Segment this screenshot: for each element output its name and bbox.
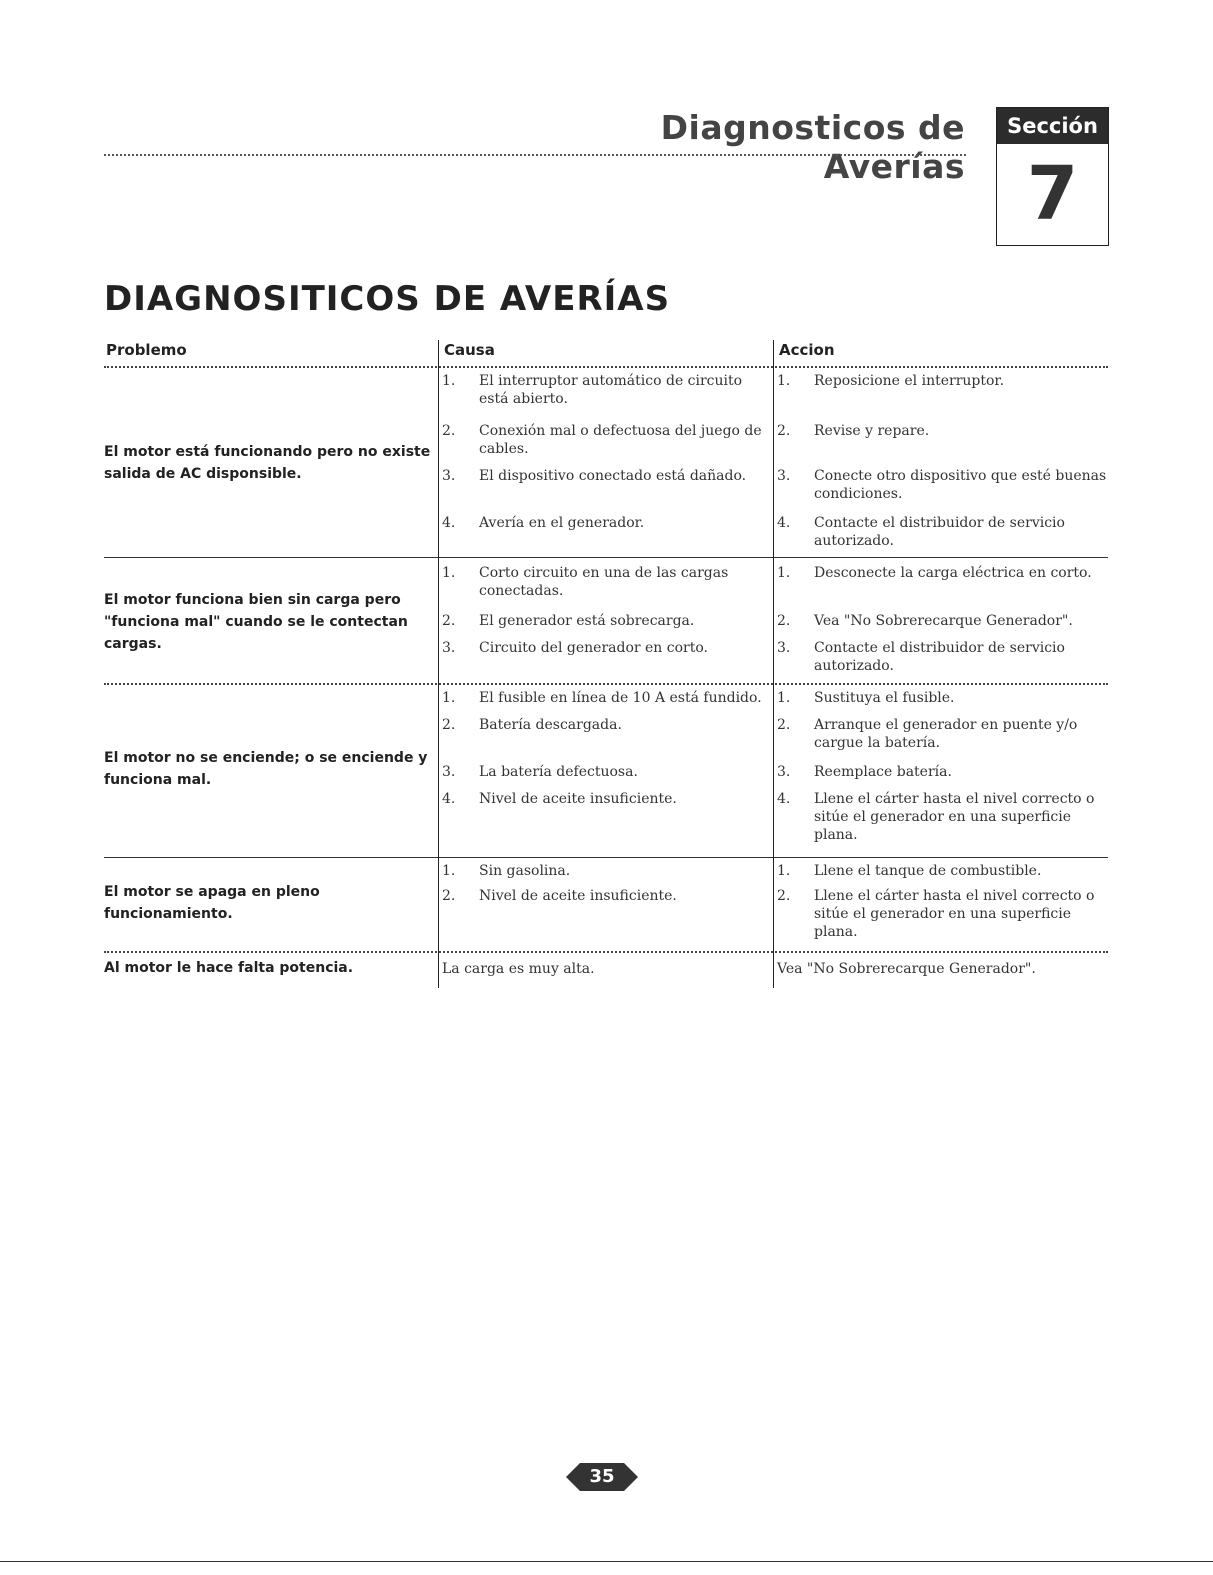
row-divider xyxy=(104,857,1108,858)
item-text: El dispositivo conectado está dañado. xyxy=(479,468,747,484)
item-text: Llene el tanque de combustible. xyxy=(814,863,1042,879)
main-heading: DIAGNOSITICOS DE AVERÍAS xyxy=(104,279,671,319)
cause-single: La carga es muy alta. xyxy=(442,961,595,977)
item-text: Vea "No Sobrerecarque Generador". xyxy=(814,613,1073,629)
item-text: Revise y repare. xyxy=(814,423,930,439)
item-number: 1. xyxy=(442,863,456,879)
item-text: Circuito del generador en corto. xyxy=(479,640,708,656)
item-number: 3. xyxy=(442,764,456,780)
item-text: El fusible en línea de 10 A está fundido. xyxy=(479,690,762,706)
page-number: 35 xyxy=(589,1466,615,1487)
problem-cell: El motor está funcionando pero no existe salida de AC disponsible. xyxy=(104,444,431,482)
item-text: Nivel de aceite insuficiente. xyxy=(479,791,677,807)
item-number: 2. xyxy=(442,888,456,904)
item-text: Nivel de aceite insuficiente. xyxy=(479,888,677,904)
item-number: 2. xyxy=(442,423,456,439)
row-divider xyxy=(104,951,1108,953)
item-text: Conecte otro dispositivo que esté buenas condiciones. xyxy=(814,468,1107,502)
column-header-cause: Causa xyxy=(444,341,495,359)
problem-cell: El motor se apaga en pleno funcionamiento. xyxy=(104,884,320,922)
item-number: 3. xyxy=(777,640,791,656)
item-text: Corto circuito en una de las cargas conectadas. xyxy=(479,565,729,599)
item-number: 1. xyxy=(777,565,791,581)
item-number: 1. xyxy=(442,565,456,581)
problem-cell: Al motor le hace falta potencia. xyxy=(104,960,354,976)
row-divider xyxy=(104,557,1108,558)
section-badge xyxy=(996,107,1109,246)
item-number: 1. xyxy=(777,863,791,879)
item-number: 4. xyxy=(777,515,791,531)
item-text: Llene el cárter hasta el nivel correcto o sitúe el generador en una superficie plana. xyxy=(814,888,1095,940)
action-single: Vea "No Sobrerecarque Generador". xyxy=(777,961,1036,977)
item-text: Desconecte la carga eléctrica en corto. xyxy=(814,565,1092,581)
item-number: 4. xyxy=(442,791,456,807)
item-number: 4. xyxy=(442,515,456,531)
item-number: 1. xyxy=(442,373,456,389)
item-text: Sin gasolina. xyxy=(479,863,571,879)
column-header-problem: Problemo xyxy=(106,341,187,359)
item-number: 2. xyxy=(442,613,456,629)
item-text: Reposicione el interruptor. xyxy=(814,373,1005,389)
section-number: 7 xyxy=(1026,151,1079,237)
table-header-rule xyxy=(104,366,1108,368)
item-number: 2. xyxy=(777,888,791,904)
item-text: Contacte el distribuidor de servicio autorizado. xyxy=(814,640,1065,674)
item-text: La batería defectuosa. xyxy=(479,764,638,780)
item-text: Contacte el distribuidor de servicio autorizado. xyxy=(814,515,1065,549)
header-rule xyxy=(104,154,966,156)
item-number: 2. xyxy=(442,717,456,733)
problem-cell: El motor funciona bien sin carga pero "funciona mal" cuando se le contectan cargas. xyxy=(104,592,408,652)
item-text: Arranque el generador en puente y/o cargue la batería. xyxy=(814,717,1078,751)
item-text: Avería en el generador. xyxy=(479,515,645,531)
item-number: 4. xyxy=(777,791,791,807)
item-text: Sustituya el fusible. xyxy=(814,690,955,706)
item-number: 3. xyxy=(442,468,456,484)
item-number: 2. xyxy=(777,423,791,439)
item-text: El interruptor automático de circuito está abierto. xyxy=(479,373,743,407)
column-divider xyxy=(438,340,439,988)
column-header-action: Accion xyxy=(779,341,835,359)
item-number: 2. xyxy=(777,613,791,629)
column-divider xyxy=(773,340,774,988)
item-text: Conexión mal o defectuosa del juego de cables. xyxy=(479,423,762,457)
item-number: 1. xyxy=(777,690,791,706)
item-number: 1. xyxy=(442,690,456,706)
item-number: 2. xyxy=(777,717,791,733)
page-header-title: Diagnosticos de Averías xyxy=(660,108,965,186)
item-text: El generador está sobrecarga. xyxy=(479,613,695,629)
item-number: 3. xyxy=(777,764,791,780)
item-text: Batería descargada. xyxy=(479,717,622,733)
item-number: 3. xyxy=(442,640,456,656)
item-text: Llene el cárter hasta el nivel correcto o sitúe el generador en una superficie plana. xyxy=(814,791,1095,843)
item-text: Reemplace batería. xyxy=(814,764,952,780)
row-divider xyxy=(104,683,1108,685)
section-label: Sección xyxy=(997,108,1108,144)
footer-rule xyxy=(0,1561,1213,1562)
problem-cell: El motor no se enciende; o se enciende y funciona mal. xyxy=(104,750,428,788)
item-number: 3. xyxy=(777,468,791,484)
item-number: 1. xyxy=(777,373,791,389)
